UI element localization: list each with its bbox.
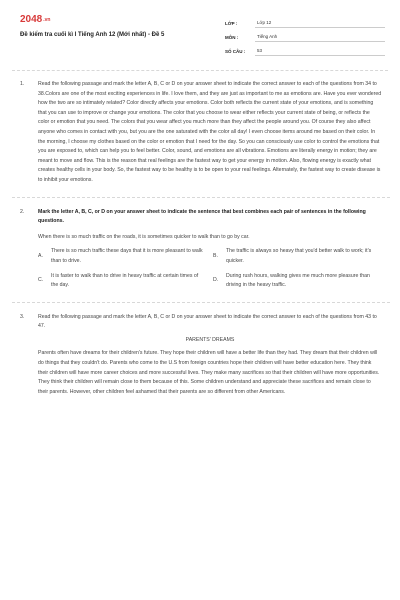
meta-label: LỚP : xyxy=(225,21,238,26)
question-number: 1. xyxy=(20,81,25,87)
option-text: During rush hours, walking gives me much more pleasure than driving in the heavy traffic. xyxy=(226,272,370,289)
header-divider xyxy=(12,70,388,71)
question-3 xyxy=(20,313,382,398)
question-sentence: When there is so much traffic on the roads, it is sometimes quicker to walk than to go by car. xyxy=(38,233,250,240)
option-c[interactable] xyxy=(38,272,207,291)
page-header xyxy=(0,0,400,62)
option-a[interactable] xyxy=(38,247,207,266)
option-b[interactable] xyxy=(213,247,382,266)
document-title: Đề kiểm tra cuối kì I Tiếng Anh 12 (Mới nhất) - Đề 5 xyxy=(20,32,165,38)
question-number: 2. xyxy=(20,208,25,215)
meta-row-count xyxy=(225,42,385,56)
question-divider xyxy=(12,302,390,303)
answer-options xyxy=(38,247,382,290)
meta-label: MÔN : xyxy=(225,35,239,40)
passage-text: Parents often have dreams for their children's future. They hope their children will have a better life than they had. They dream that their children will do things that they couldn't do. Parents who come to the U.S from foreign countries hope their children will have better education here. They think their children will have more career choices and more successful lives. They make many sacrifices so that their children will have more opportunities. They think their children will remain close to them because of this. Some children understand and appreciate these sacrifices and remain close to their parents. However, other children feel ashamed that their parents are so different from other Americans. xyxy=(38,350,380,395)
meta-row-class xyxy=(225,14,385,28)
question-body xyxy=(38,313,382,398)
option-letter: A. xyxy=(38,253,43,260)
question-text: Read the following passage and mark the letter A, B, C or D on your answer sheet to indicate the correct answer to each of the questions from 34 to 38.Colors are one of the most exciting experiences in life. I love them, and they are just as important to me as emotions are. Have you ever wondered how the two are so intimately related? Color directly affects your emotions. Color both reflects the current state of your emotions, and is something that you can use to improve or change your emotions. The color that you choose to wear either reflects your current state of being, or reflects the color or emotion that you need. The colors that you wear affect you much more than they affect the people around you. Of course they also affect anyone who comes in contact with you, but you are the one saturated with the color all day! I even choose items around me based on their color. In the morning, I choose my clothes based on the color or emotion that I need for the day. So you can consciously use color to control the emotions that you are exposed to, which can help you to feel better. Color, sound, and emotions are all vibrations. Emotions are literally energy in motion; they are meant to move and flow. This is the reason that real feelings are the fastest way to get your energy in motion. Also, flowing energy is exactly what creates healthy cells in your body. So, the fastest way to be healthy is to be open to your real feelings. Alternately, the fastest way to create disease is to inhibit your emotions. xyxy=(38,81,382,183)
meta-value: 53 xyxy=(255,48,385,56)
question-instruction: Read the following passage and mark the letter A, B, C or D on your answer sheet to indicate the correct answer to each of the questions from 43 to 47. xyxy=(38,313,377,330)
questions-content xyxy=(20,80,382,397)
option-d[interactable] xyxy=(213,272,382,291)
meta-value: Lớp 12 xyxy=(255,20,385,28)
question-1 xyxy=(20,80,382,186)
question-body xyxy=(38,208,382,291)
option-letter: C. xyxy=(38,277,44,284)
option-text: The traffic is always so heavy that you'd better walk to work; it's quicker. xyxy=(226,248,372,264)
logo-number: 2048 xyxy=(20,14,43,25)
passage-title: PARENTS' DREAMS xyxy=(185,336,235,343)
option-letter: B. xyxy=(213,253,218,260)
site-logo[interactable] xyxy=(20,14,50,25)
option-letter: D. xyxy=(213,277,219,284)
meta-info xyxy=(225,14,385,56)
question-instruction: Mark the letter A, B, C, or D on your answer sheet to indicate the sentence that best combines each pair of sentences in the following questions. xyxy=(38,208,366,225)
meta-label: SỐ CÂU : xyxy=(225,49,246,54)
option-text: There is so much traffic these days that it is more pleasant to walk than to drive. xyxy=(51,248,203,264)
logo-domain: .vn xyxy=(43,17,51,23)
question-number: 3. xyxy=(20,313,25,320)
meta-row-subject xyxy=(225,28,385,42)
meta-value: Tiếng Anh xyxy=(255,34,385,42)
question-2 xyxy=(20,208,382,291)
option-text: It is faster to walk than to drive in heavy traffic at certain times of the day. xyxy=(51,272,199,289)
question-divider xyxy=(12,197,390,198)
